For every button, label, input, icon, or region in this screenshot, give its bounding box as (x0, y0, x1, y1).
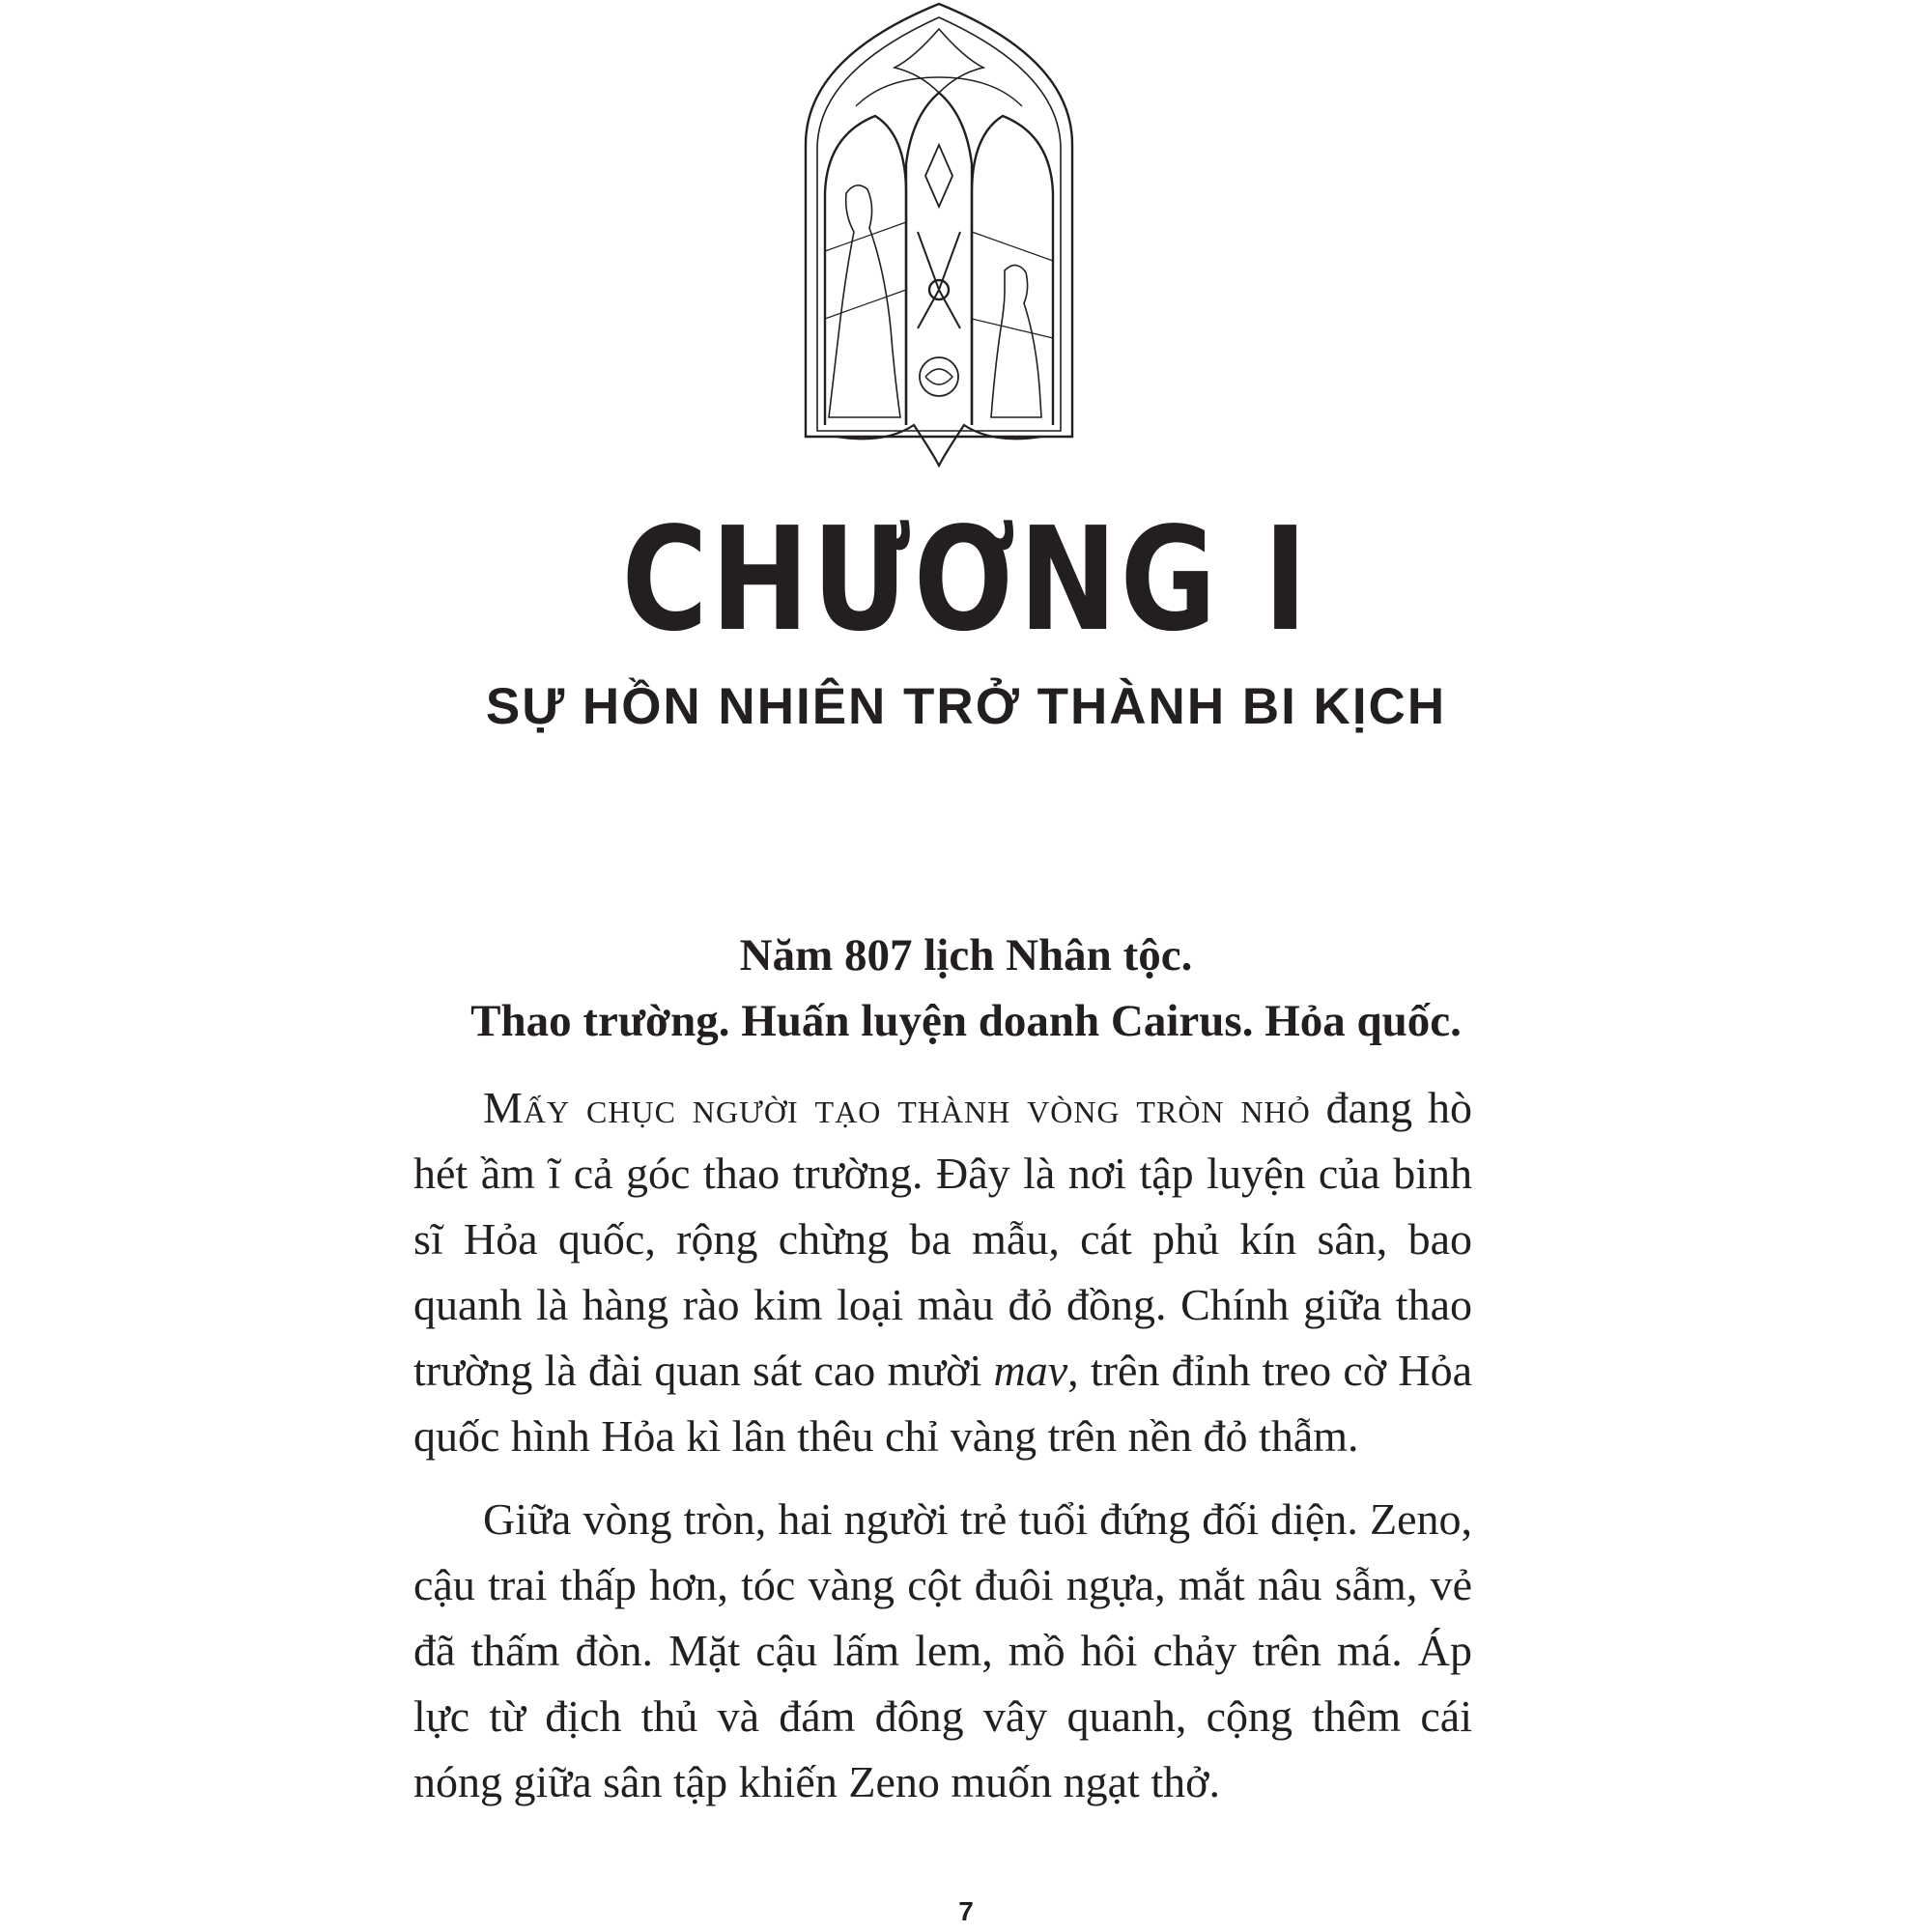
paragraph-2: Giữa vòng tròn, hai người trẻ tuổi đứng đối diện. Zeno, cậu trai thấp hơn, tóc vàng cột đuôi ngựa, mắt nâu sẫm, vẻ đã thấm đòn. Mặt cậu lấm lem, mồ hôi chảy trên má. Áp lực từ địch thủ và đám đông vây quanh, cộng thêm cái nóng giữa sân tập khiến Zeno muốn ngạt thở. (413, 1494, 1472, 1806)
chapter-body (413, 1075, 1472, 1833)
intro-line-location: Thao trường. Huấn luyện doanh Cairus. Hỏa quốc. (470, 996, 1462, 1046)
paragraph-1-text-a: đang hò hét ầm ĩ cả góc thao trường. Đây là nơi tập luyện của binh sĩ Hỏa quốc, rộng chừng ba mẫu, cát phủ kín sân, bao quanh là hàng rào kim loại màu đỏ đồng. Chính giữa thao trường là đài quan sát cao mười (413, 1083, 1473, 1395)
stained-glass-window-illustration (798, 0, 1080, 468)
intro-line-year: Năm 807 lịch Nhân tộc. (739, 930, 1193, 980)
paragraph-1-italic-term: mav (993, 1346, 1068, 1395)
chapter-title: CHƯƠNG I (621, 497, 1311, 663)
chapter-intro (0, 923, 1932, 1054)
paragraph-1-lead: Mấy chục người tạo thành vòng tròn nhỏ (483, 1083, 1311, 1132)
page-number: 7 (958, 1896, 974, 1926)
paragraph-1-text-b: , trên đỉnh treo cờ Hỏa quốc hình Hỏa kì lân thêu chỉ vàng trên nền đỏ thẫm. (413, 1346, 1472, 1461)
chapter-subtitle: SỰ HỒN NHIÊN TRỞ THÀNH BI KỊCH (485, 678, 1447, 735)
paragraph-1 (413, 1075, 1472, 1469)
